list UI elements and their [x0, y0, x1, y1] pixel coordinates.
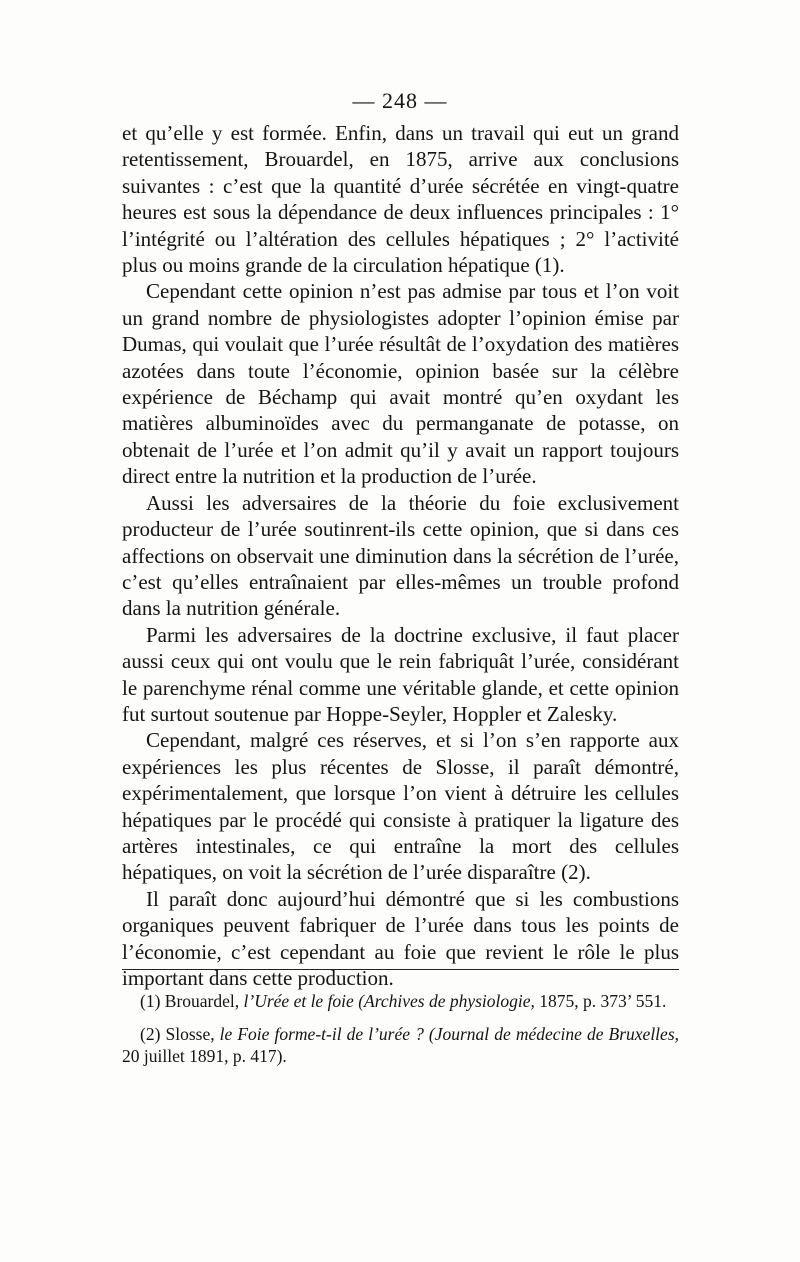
footnote-marker: (1)	[140, 991, 161, 1011]
footnote-title: l’Urée et le foie (Archives de physiologie,	[243, 991, 535, 1011]
paragraph-5: Cependant, malgré ces réserves, et si l’on s’en rapporte aux expériences les plus récentes de Slosse, il paraît démontré, expérimentalement, que lorsque l’on vient à détruire les cellules hépatiques par le procédé qui consiste à pratiquer la ligature des artères intestinales, ce qui entraîne la mort des cellules hépatiques, on voit la sécrétion de l’urée disparaître (2).	[122, 728, 679, 885]
paragraph-1: et qu’elle y est formée. Enfin, dans un travail qui eut un grand retentissement, Brouardel, en 1875, arrive aux conclusions suivantes : c’est que la quantité d’urée sécrétée en vingt-quatre heures est sous la dépendance de deux influences principales : 1° l’intégrité ou l’altération des cellules hépatiques ; 2° l’activité plus ou moins grande de la circulation hépatique (1).	[122, 121, 679, 278]
paragraph-2: Cependant cette opinion n’est pas admise par tous et l’on voit un grand nombre de physiologistes adopter l’opinion émise par Dumas, qui voulait que l’urée résultât de l’oxydation des matières azotées dans toute l’économie, opinion basée sur la célèbre expérience de Béchamp qui avait montré qu’en oxydant les matières albuminoïdes avec du permanganate de potasse, on obtenait de l’urée et l’on admit qu’il y avait un rapport toujours direct entre la nutrition et la production de l’urée.	[122, 279, 679, 489]
footnote-text: 20 juillet 1891, p. 417).	[122, 1046, 287, 1066]
footnote-title: le Foie forme-t-il de l’urée ? (Journal de médecine de Bruxelles,	[219, 1023, 679, 1044]
footnote-2	[122, 1023, 679, 1068]
paragraph-4: Parmi les adversaires de la doctrine exclusive, il faut placer aussi ceux qui ont voulu que le rein fabriquât l’urée, considérant le parenchyme rénal comme une véritable glande, et cette opinion fut surtout soutenue par Hoppe-Seyler, Hoppler et Zalesky.	[122, 622, 679, 726]
body-text	[122, 120, 679, 991]
paragraph-3: Aussi les adversaires de la théorie du foie exclusivement producteur de l’urée soutinrent-ils cette opinion, que si dans ces affections on observait une diminution dans la sécrétion de l’urée, c’est qu’elles entraînaient par elles-mêmes un trouble profond dans la nutrition générale.	[122, 490, 679, 621]
footnote-divider	[122, 969, 679, 970]
footnote-marker: (2)	[140, 1023, 161, 1044]
footnotes	[122, 990, 679, 1078]
footnote-text: 1875, p. 373’ 551.	[534, 991, 667, 1011]
footnote-text: Slosse,	[160, 1023, 220, 1044]
paragraph-6: Il paraît donc aujourd’hui démontré que si les combustions organiques peuvent fabriquer de l’urée dans tous les points de l’économie, c’est cependant au foie que revient le rôle le plus important dans cette production.	[122, 886, 679, 990]
page-number: — 248 —	[352, 88, 448, 113]
footnote-text: Brouardel,	[160, 991, 244, 1011]
footnote-1	[122, 990, 679, 1013]
